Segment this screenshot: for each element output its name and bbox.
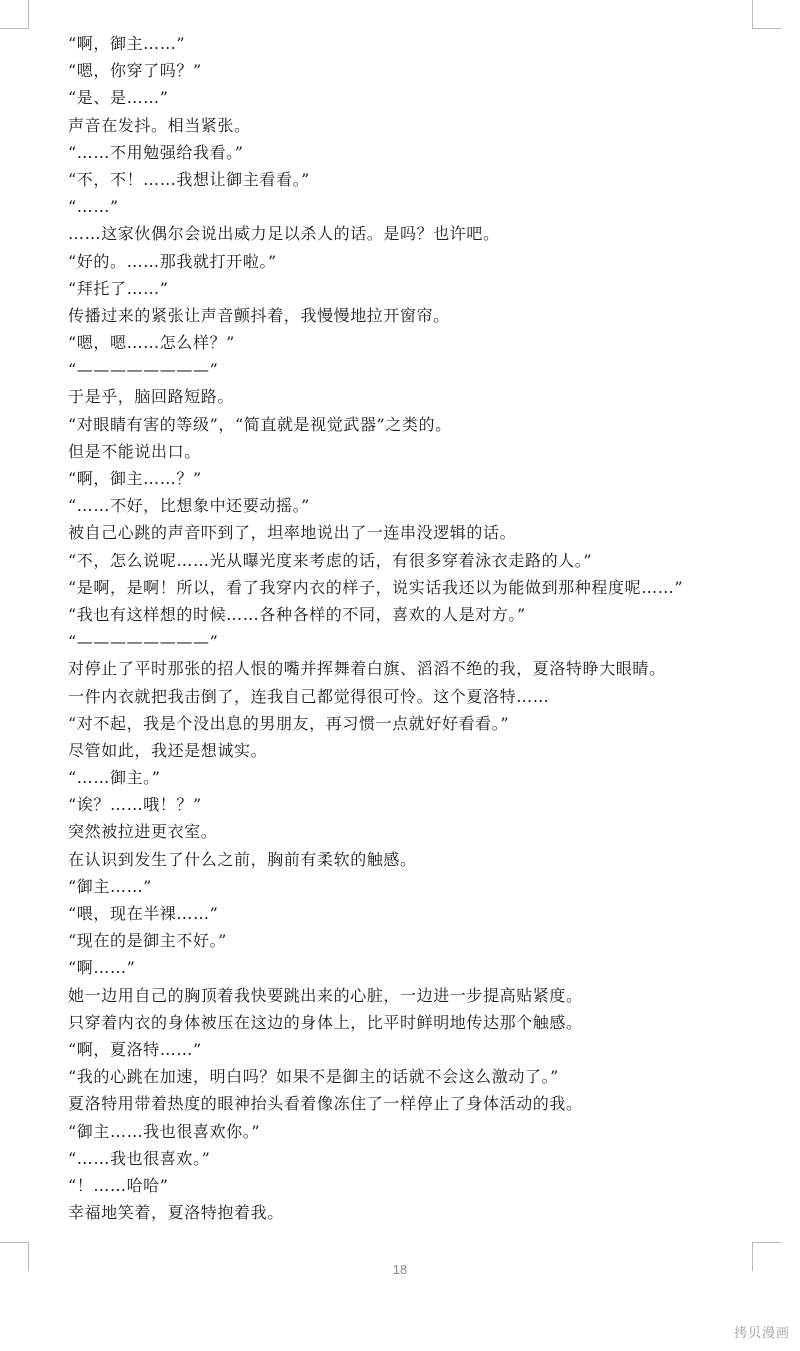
paragraph: “好的。……那我就打开啦。”	[68, 251, 277, 271]
body-text	[68, 30, 758, 1226]
paragraph: “嗯，嗯……怎么样？”	[68, 333, 235, 353]
paragraph: “————————”	[68, 360, 219, 380]
paragraph: “————————”	[68, 632, 219, 652]
paragraph: “诶？……哦！？”	[68, 795, 202, 815]
paragraph: “御主……我也很喜欢你。”	[68, 1121, 261, 1141]
paragraph: “现在的是御主不好。”	[68, 931, 227, 951]
paragraph: “对眼睛有害的等级”，“简直就是视觉武器”之类的。	[68, 414, 452, 434]
paragraph: “啊，夏洛特……”	[68, 1039, 202, 1059]
page-number: 18	[392, 1262, 408, 1277]
paragraph: “是、是……”	[68, 88, 169, 108]
paragraph: 只穿着内衣的身体被压在这边的身体上，比平时鲜明地传达那个触感。	[68, 1012, 583, 1032]
paragraph: ……这家伙偶尔会说出威力足以杀人的话。是吗？也许吧。	[68, 224, 500, 244]
paragraph: 一件内衣就把我击倒了，连我自己都觉得很可怜。这个夏洛特……	[68, 686, 550, 706]
paragraph: “……我也很喜欢。”	[68, 1148, 211, 1168]
paragraph: 于是乎，脑回路短路。	[68, 387, 235, 407]
paragraph: 尽管如此，我还是想诚实。	[68, 740, 268, 760]
paragraph: 她一边用自己的胸顶着我快要跳出来的心脏，一边进一步提高贴紧度。	[68, 985, 583, 1005]
paragraph: 幸福地笑着，夏洛特抱着我。	[68, 1203, 284, 1223]
paragraph: 对停止了平时那张的招人恨的嘴并挥舞着白旗、滔滔不绝的我，夏洛特睁大眼睛。	[68, 659, 666, 679]
paragraph: “是啊，是啊！所以，看了我穿内衣的样子，说实话我还以为能做到那种程度呢……”	[68, 577, 684, 597]
paragraph: “……”	[68, 197, 119, 217]
crop-mark-top-left	[0, 0, 29, 29]
paragraph: 突然被拉进更衣室。	[68, 822, 218, 842]
paragraph: “不，怎么说呢……光从曝光度来考虑的话，有很多穿着泳衣走路的人。”	[68, 550, 593, 570]
paragraph: “不，不！……我想让御主看看。”	[68, 169, 310, 189]
paragraph: 在认识到发生了什么之前，胸前有柔软的触感。	[68, 849, 417, 869]
paragraph: “……御主。”	[68, 768, 161, 788]
crop-mark-top-right	[752, 0, 781, 29]
paragraph: “……不用勉强给我看。”	[68, 142, 244, 162]
paragraph: “我的心跳在加速，明白吗？如果不是御主的话就不会这么激动了。”	[68, 1067, 559, 1087]
paragraph: “御主……”	[68, 876, 152, 896]
paragraph: “喂，现在半裸……”	[68, 904, 219, 923]
paragraph: “嗯，你穿了吗？”	[68, 61, 202, 81]
paragraph: “对不起，我是个没出息的男朋友，再习惯一点就好好看看。”	[68, 713, 510, 733]
paragraph: 传播过来的紧张让声音颤抖着，我慢慢地拉开窗帘。	[68, 305, 450, 325]
paragraph: “……不好，比想象中还要动摇。”	[68, 496, 310, 516]
watermark: 拷贝漫画	[733, 1325, 790, 1340]
paragraph: “啊……”	[68, 958, 136, 978]
paragraph: 夏洛特用带着热度的眼神抬头看着像冻住了一样停止了身体活动的我。	[68, 1094, 583, 1114]
paragraph: “拜托了……”	[68, 278, 169, 298]
paragraph: 但是不能说出口。	[68, 441, 201, 461]
paragraph: 声音在发抖。相当紧张。	[68, 115, 251, 135]
paragraph: “！……哈哈”	[68, 1175, 169, 1195]
paragraph: “啊，御主……”	[68, 34, 186, 53]
paragraph: 被自己心跳的声音吓到了，坦率地说出了一连串没逻辑的话。	[68, 523, 517, 543]
paragraph: “我也有这样想的时候……各种各样的不同，喜欢的人是对方。”	[68, 604, 526, 624]
paragraph: “啊，御主……？”	[68, 469, 202, 488]
